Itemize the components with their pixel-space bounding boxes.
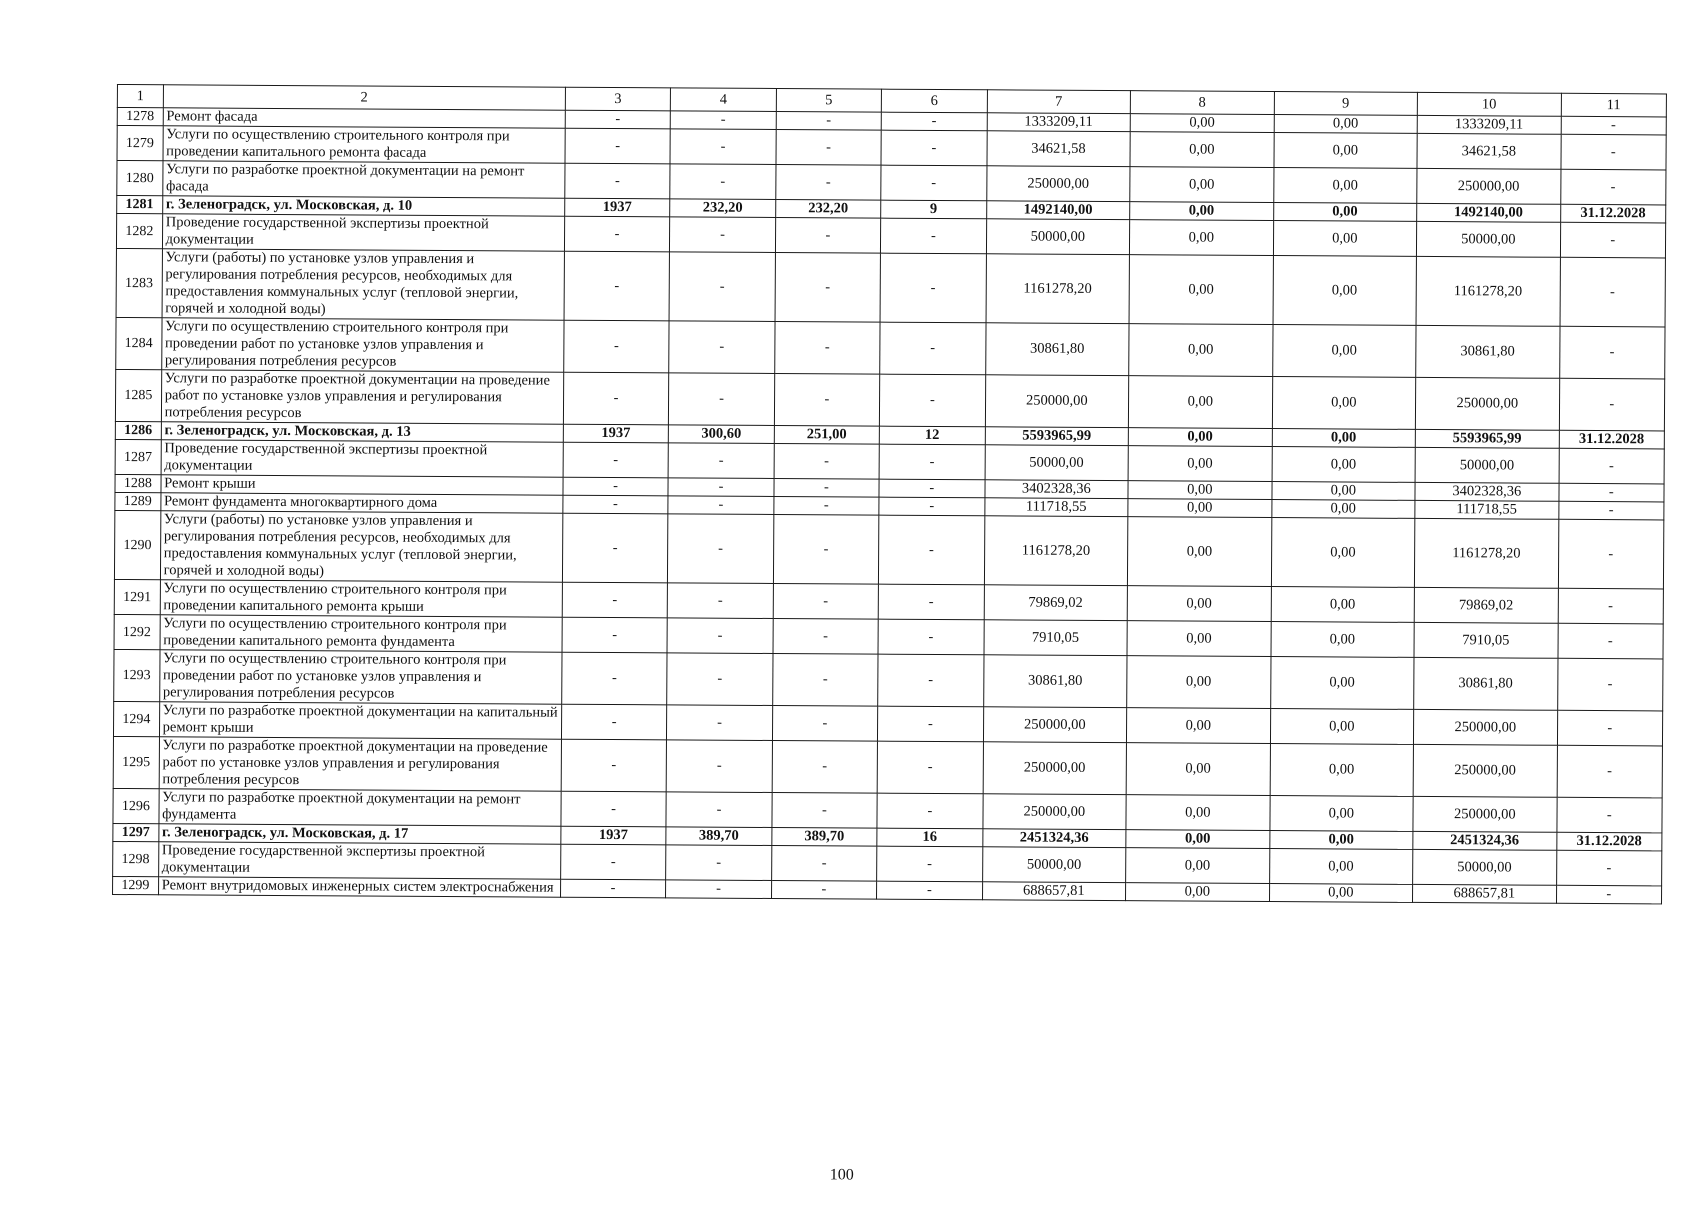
value-cell-c3: -: [562, 652, 668, 705]
value-cell-c9: 0,00: [1273, 221, 1417, 257]
column-number-cell: 9: [1274, 92, 1418, 116]
value-cell-c6: -: [881, 165, 987, 201]
value-cell-c3: -: [562, 617, 668, 653]
value-cell-c9: 0,00: [1273, 203, 1417, 222]
value-cell-c10: 34621,58: [1417, 133, 1561, 169]
value-cell-c10: 50000,00: [1415, 447, 1559, 483]
value-cell-c9: 0,00: [1273, 256, 1417, 326]
value-cell-c10: 5593965,99: [1415, 429, 1559, 448]
work-name: Ремонт фасада: [163, 108, 565, 128]
value-cell-c6: -: [877, 881, 983, 900]
value-cell-c3: -: [564, 216, 670, 252]
value-cell-c9: 0,00: [1274, 115, 1418, 134]
row-number: 1287: [115, 439, 161, 474]
value-cell-c11: -: [1561, 116, 1667, 135]
value-cell-c5: -: [774, 479, 880, 498]
value-cell-c5: -: [775, 253, 881, 323]
value-cell-c8: 0,00: [1130, 167, 1274, 203]
column-number-cell: 2: [163, 85, 565, 110]
row-number: 1288: [115, 474, 161, 492]
value-cell-c6: -: [878, 654, 984, 707]
value-cell-c5: -: [773, 583, 879, 619]
work-item-row: [115, 369, 1664, 430]
value-cell-c7: 1161278,20: [986, 254, 1130, 324]
table-body: [113, 107, 1667, 903]
value-cell-c6: -: [880, 253, 986, 323]
value-cell-c5: -: [775, 165, 881, 201]
work-name: Услуги по разработке проектной документации на капитальный ремонт крыши: [159, 702, 561, 739]
value-cell-c5: -: [773, 515, 879, 585]
value-cell-c11: -: [1559, 448, 1665, 484]
value-cell-c10: 50000,00: [1413, 849, 1557, 885]
value-cell-c10: 1161278,20: [1416, 256, 1560, 326]
value-cell-c6: -: [881, 130, 987, 166]
value-cell-c8: 0,00: [1130, 202, 1274, 221]
value-cell-c4: -: [670, 111, 776, 130]
row-number: 1292: [114, 614, 160, 649]
work-name: Услуги по разработке проектной документации на ремонт фундамента: [159, 789, 561, 826]
row-number: 1295: [113, 736, 159, 788]
work-name: Услуги по разработке проектной документации на проведение работ по установке узлов управления и регулирования потребления ресурсов: [159, 737, 561, 791]
value-cell-c9: 0,00: [1273, 168, 1417, 204]
value-cell-c4: -: [666, 740, 772, 793]
value-cell-c3: -: [564, 320, 670, 373]
value-cell-c4: -: [666, 880, 772, 899]
value-cell-c3: -: [560, 879, 666, 898]
value-cell-c8: 0,00: [1127, 708, 1271, 744]
value-cell-c7: 250000,00: [983, 707, 1127, 743]
value-cell-c4: -: [668, 514, 774, 584]
value-cell-c4: 232,20: [670, 199, 776, 218]
value-cell-c10: 250000,00: [1413, 796, 1557, 832]
value-cell-c11: -: [1560, 169, 1666, 205]
value-cell-c11: -: [1557, 658, 1663, 711]
value-cell-c11: -: [1558, 501, 1664, 520]
value-cell-c4: -: [668, 478, 774, 497]
value-cell-c9: 0,00: [1269, 849, 1413, 885]
value-cell-c9: 0,00: [1272, 429, 1416, 448]
value-cell-c3: -: [564, 251, 670, 321]
value-cell-c9: 0,00: [1271, 500, 1415, 519]
work-name: Услуги по разработке проектной документации на ремонт фасада: [162, 161, 564, 198]
value-cell-c6: -: [880, 322, 986, 375]
value-cell-c9: 0,00: [1271, 587, 1415, 623]
value-cell-c5: -: [776, 112, 882, 131]
value-cell-c3: 1937: [563, 424, 669, 443]
value-cell-c8: 0,00: [1126, 830, 1270, 849]
value-cell-c11: -: [1560, 222, 1666, 258]
work-name: Услуги по осуществлению строительного контроля при проведении капитального ремонта фундамента: [160, 615, 562, 652]
value-cell-c10: 250000,00: [1415, 377, 1559, 430]
value-cell-c6: -: [878, 706, 984, 742]
value-cell-c6: 16: [877, 828, 983, 847]
value-cell-c10: 250000,00: [1413, 709, 1557, 745]
work-name: Проведение государственной экспертизы проектной документации: [161, 440, 563, 477]
value-cell-c7: 50000,00: [985, 445, 1129, 481]
value-cell-c11: -: [1558, 588, 1664, 624]
work-item-row: [113, 736, 1662, 797]
value-cell-c4: -: [667, 653, 773, 706]
value-cell-c8: 0,00: [1127, 517, 1271, 587]
value-cell-c6: -: [878, 584, 984, 620]
page-number: 100: [829, 1166, 854, 1184]
value-cell-c3: -: [562, 582, 668, 618]
value-cell-c6: -: [880, 374, 986, 427]
value-cell-c9: 0,00: [1272, 325, 1416, 378]
value-cell-c8: 0,00: [1127, 621, 1271, 657]
row-number: 1278: [117, 107, 163, 125]
work-name: Ремонт крыши: [161, 475, 563, 495]
value-cell-c11: 31.12.2028: [1556, 832, 1662, 851]
value-cell-c4: -: [668, 443, 774, 479]
value-cell-c7: 5593965,99: [985, 427, 1129, 446]
value-cell-c9: 0,00: [1274, 133, 1418, 169]
value-cell-c11: 31.12.2028: [1559, 430, 1665, 449]
value-cell-c8: 0,00: [1126, 883, 1270, 902]
work-name: Услуги (работы) по установке узлов управления и регулирования потребления ресурсов, необходимых для предоставления коммунальных услуг (тепловой энергии, горячей и холодной воды): [160, 511, 563, 582]
row-number: 1293: [114, 649, 160, 701]
column-number-cell: 11: [1561, 93, 1667, 117]
row-number: 1281: [117, 195, 163, 213]
column-number-cell: 7: [987, 90, 1131, 114]
value-cell-c11: -: [1558, 519, 1664, 589]
row-number: 1296: [113, 788, 159, 823]
value-cell-c10: 250000,00: [1417, 168, 1561, 204]
value-cell-c9: 0,00: [1269, 831, 1413, 850]
value-cell-c9: 0,00: [1269, 884, 1413, 903]
work-item-row: [114, 510, 1663, 588]
value-cell-c4: 389,70: [666, 827, 772, 846]
value-cell-c9: 0,00: [1272, 447, 1416, 483]
value-cell-c4: -: [667, 618, 773, 654]
value-cell-c10: 50000,00: [1416, 221, 1560, 257]
work-name: Услуги по разработке проектной документации на проведение работ по установке узлов управления и регулирования потребления ресурсов: [161, 370, 563, 424]
repair-program-table: [112, 84, 1667, 904]
value-cell-c7: 250000,00: [986, 166, 1130, 202]
column-number-cell: 3: [565, 87, 671, 111]
value-cell-c11: -: [1556, 797, 1662, 833]
value-cell-c9: 0,00: [1272, 482, 1416, 501]
value-cell-c7: 79869,02: [984, 585, 1128, 621]
value-cell-c3: -: [563, 372, 669, 425]
value-cell-c6: -: [881, 112, 987, 131]
value-cell-c3: -: [565, 110, 671, 129]
value-cell-c7: 3402328,36: [985, 480, 1129, 499]
value-cell-c5: -: [774, 444, 880, 480]
value-cell-c4: -: [666, 792, 772, 828]
value-cell-c6: -: [877, 793, 983, 829]
work-item-row: [116, 248, 1665, 326]
row-number: 1283: [116, 248, 162, 317]
value-cell-c9: 0,00: [1269, 796, 1413, 832]
value-cell-c10: 2451324,36: [1413, 831, 1557, 850]
row-number: 1289: [115, 492, 161, 510]
value-cell-c9: 0,00: [1272, 377, 1416, 430]
work-item-row: [116, 317, 1665, 378]
work-name: Ремонт внутридомовых инженерных систем электроснабжения: [158, 877, 560, 897]
value-cell-c4: -: [667, 705, 773, 741]
value-cell-c4: -: [666, 845, 772, 881]
value-cell-c10: 79869,02: [1414, 587, 1558, 623]
value-cell-c7: 50000,00: [982, 847, 1126, 883]
value-cell-c3: -: [563, 477, 669, 496]
value-cell-c10: 30861,80: [1414, 657, 1558, 710]
value-cell-c5: -: [772, 792, 878, 828]
value-cell-c5: -: [772, 705, 878, 741]
value-cell-c5: -: [773, 618, 879, 654]
value-cell-c8: 0,00: [1128, 376, 1272, 429]
work-name: Услуги (работы) по установке узлов управления и регулирования потребления ресурсов, необходимых для предоставления коммунальных услуг (тепловой энергии, горячей и холодной воды): [162, 249, 565, 320]
value-cell-c3: -: [563, 495, 669, 514]
value-cell-c7: 50000,00: [986, 219, 1130, 255]
value-cell-c8: 0,00: [1128, 499, 1272, 518]
address-name: г. Зеленоградск, ул. Московская, д. 17: [158, 824, 560, 844]
value-cell-c5: -: [776, 130, 882, 166]
value-cell-c11: -: [1556, 885, 1662, 904]
value-cell-c5: -: [771, 845, 877, 881]
value-cell-c3: 1937: [561, 826, 667, 845]
work-item-row: [114, 649, 1663, 710]
value-cell-c6: 12: [879, 426, 985, 445]
value-cell-c8: 0,00: [1130, 132, 1274, 168]
row-number: 1291: [114, 579, 160, 614]
value-cell-c4: -: [669, 321, 775, 374]
row-number: 1280: [117, 160, 163, 195]
value-cell-c9: 0,00: [1271, 622, 1415, 658]
value-cell-c8: 0,00: [1127, 586, 1271, 622]
value-cell-c5: -: [772, 653, 878, 706]
value-cell-c6: -: [877, 741, 983, 794]
value-cell-c3: -: [561, 739, 667, 792]
row-number: 1298: [113, 841, 159, 876]
value-cell-c6: -: [877, 846, 983, 882]
value-cell-c7: 30861,80: [983, 655, 1127, 708]
value-cell-c5: -: [774, 497, 880, 516]
value-cell-c8: 0,00: [1126, 795, 1270, 831]
value-cell-c3: -: [565, 163, 671, 199]
value-cell-c4: 300,60: [669, 425, 775, 444]
value-cell-c10: 250000,00: [1413, 744, 1557, 797]
value-cell-c7: 688657,81: [982, 882, 1126, 901]
value-cell-c6: -: [878, 619, 984, 655]
value-cell-c6: -: [879, 515, 985, 585]
value-cell-c8: 0,00: [1129, 324, 1273, 377]
address-name: г. Зеленоградск, ул. Московская, д. 13: [161, 422, 563, 442]
value-cell-c5: -: [772, 740, 878, 793]
value-cell-c3: 1937: [565, 198, 671, 217]
value-cell-c7: 34621,58: [987, 131, 1131, 167]
value-cell-c7: 30861,80: [985, 323, 1129, 376]
work-name: Услуги по осуществлению строительного контроля при проведении капитального ремонта крыши: [160, 580, 562, 617]
value-cell-c4: -: [670, 129, 776, 165]
value-cell-c4: -: [668, 496, 774, 515]
value-cell-c7: 250000,00: [985, 375, 1129, 428]
work-name: Ремонт фундамента многоквартирного дома: [161, 493, 563, 513]
value-cell-c7: 111718,55: [984, 498, 1128, 517]
row-number: 1279: [117, 125, 163, 160]
column-number-cell: 10: [1417, 92, 1561, 116]
value-cell-c4: -: [670, 217, 776, 253]
value-cell-c8: 0,00: [1127, 656, 1271, 709]
value-cell-c8: 0,00: [1129, 255, 1273, 325]
value-cell-c11: -: [1557, 710, 1663, 746]
value-cell-c3: -: [562, 513, 668, 583]
value-cell-c11: -: [1560, 134, 1666, 170]
value-cell-c7: 1492140,00: [986, 201, 1130, 220]
value-cell-c4: -: [667, 583, 773, 619]
row-number: 1299: [113, 876, 159, 894]
value-cell-c3: -: [563, 442, 669, 478]
work-name: Проведение государственной экспертизы проектной документации: [162, 214, 564, 251]
value-cell-c7: 2451324,36: [982, 829, 1126, 848]
value-cell-c10: 111718,55: [1415, 500, 1559, 519]
value-cell-c10: 1492140,00: [1417, 203, 1561, 222]
column-number-cell: 5: [776, 89, 882, 113]
value-cell-c11: -: [1558, 483, 1664, 502]
value-cell-c3: -: [561, 791, 667, 827]
value-cell-c9: 0,00: [1271, 518, 1415, 588]
value-cell-c10: 1333209,11: [1417, 115, 1561, 134]
value-cell-c5: 389,70: [772, 827, 878, 846]
value-cell-c11: -: [1557, 745, 1663, 798]
value-cell-c10: 30861,80: [1416, 325, 1560, 378]
work-name: Услуги по осуществлению строительного контроля при проведении капитального ремонта фасада: [163, 126, 565, 163]
value-cell-c11: -: [1559, 378, 1665, 431]
value-cell-c5: -: [775, 218, 881, 254]
value-cell-c6: -: [879, 479, 985, 498]
value-cell-c8: 0,00: [1128, 446, 1272, 482]
work-name: Проведение государственной экспертизы проектной документации: [158, 842, 560, 879]
value-cell-c6: -: [879, 497, 985, 516]
value-cell-c5: -: [771, 880, 877, 899]
value-cell-c4: -: [670, 164, 776, 200]
value-cell-c7: 7910,05: [984, 620, 1128, 656]
value-cell-c11: -: [1558, 623, 1664, 659]
row-number: 1285: [115, 369, 161, 421]
column-number-cell: 6: [881, 89, 987, 113]
value-cell-c7: 1333209,11: [987, 113, 1131, 132]
value-cell-c9: 0,00: [1270, 709, 1414, 745]
row-number: 1286: [115, 421, 161, 439]
column-number-cell: 1: [117, 84, 163, 107]
value-cell-c10: 1161278,20: [1414, 518, 1558, 588]
value-cell-c11: 31.12.2028: [1560, 204, 1666, 223]
value-cell-c10: 688657,81: [1413, 884, 1557, 903]
value-cell-c11: -: [1559, 326, 1665, 379]
value-cell-c8: 0,00: [1130, 220, 1274, 256]
work-name: Услуги по осуществлению строительного контроля при проведении работ по установке узлов управления и регулирования потребления ресурсов: [161, 318, 563, 372]
value-cell-c7: 250000,00: [983, 742, 1127, 795]
row-number: 1284: [116, 317, 162, 369]
value-cell-c8: 0,00: [1128, 481, 1272, 500]
value-cell-c10: 3402328,36: [1415, 482, 1559, 501]
value-cell-c6: 9: [881, 200, 987, 219]
value-cell-c6: -: [881, 218, 987, 254]
value-cell-c5: 232,20: [775, 200, 881, 219]
value-cell-c5: -: [774, 374, 880, 427]
column-number-cell: 8: [1130, 91, 1274, 115]
work-name: Услуги по осуществлению строительного контроля при проведении работ по установке узлов управления и регулирования потребления ресурсов: [159, 650, 561, 704]
row-number: 1297: [113, 823, 159, 841]
value-cell-c6: -: [879, 444, 985, 480]
value-cell-c11: -: [1560, 257, 1666, 327]
row-number: 1282: [116, 213, 162, 248]
value-cell-c3: -: [560, 844, 666, 880]
value-cell-c9: 0,00: [1270, 744, 1414, 797]
row-number: 1294: [113, 701, 159, 736]
value-cell-c5: 251,00: [774, 426, 880, 445]
value-cell-c4: -: [669, 373, 775, 426]
value-cell-c4: -: [669, 252, 775, 322]
value-cell-c7: 250000,00: [983, 794, 1127, 830]
value-cell-c3: -: [565, 128, 671, 164]
column-number-cell: 4: [671, 88, 777, 112]
value-cell-c10: 7910,05: [1414, 622, 1558, 658]
value-cell-c5: -: [774, 322, 880, 375]
row-number: 1290: [114, 510, 160, 579]
value-cell-c8: 0,00: [1130, 114, 1274, 133]
value-cell-c8: 0,00: [1128, 428, 1272, 447]
value-cell-c9: 0,00: [1270, 657, 1414, 710]
value-cell-c3: -: [561, 704, 667, 740]
value-cell-c7: 1161278,20: [984, 516, 1128, 586]
address-name: г. Зеленоградск, ул. Московская, д. 10: [162, 196, 564, 216]
value-cell-c11: -: [1556, 850, 1662, 886]
value-cell-c8: 0,00: [1126, 848, 1270, 884]
value-cell-c8: 0,00: [1126, 743, 1270, 796]
